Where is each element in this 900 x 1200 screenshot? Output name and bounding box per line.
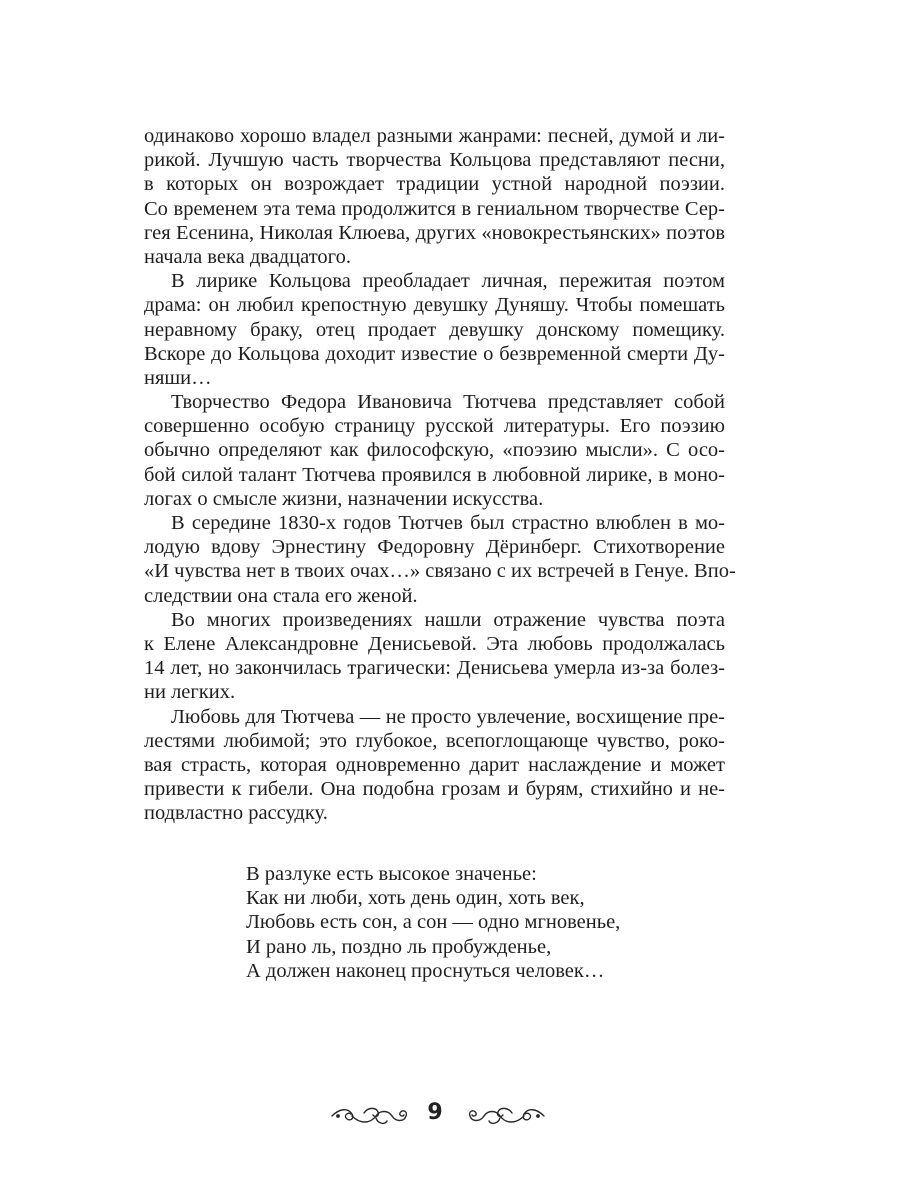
paragraph-5-line: к Елене Александровне Денисьевой. Эта любовь продолжалась [144, 632, 725, 655]
paragraph-2-line: няши… [144, 366, 212, 389]
paragraph-3-line: совершенно особую страницу русской литературы. Его поэзию [144, 415, 725, 438]
paragraph-5-line: 14 лет, но закончилась трагически: Денисьева умерла из-за болез- [144, 657, 725, 680]
paragraph-3-line: бой силой талант Тютчева проявился в любовной лирике, в моно- [144, 463, 725, 486]
poem-line: И рано ль, поздно ль пробужденье, [246, 935, 552, 958]
paragraph-1-line: начала века двадцатого. [144, 245, 351, 268]
paragraph-3-line: обычно определяют как философскую, «поэзию мысли». С осо- [144, 439, 725, 462]
paragraph-4-line: «И чувства нет в твоих очах…» связано с их встречей в Генуе. Впо- [144, 560, 736, 583]
paragraph-3-line: логах о смысле жизни, назначении искусства. [144, 487, 544, 510]
paragraph-6-line: подвластно рассудку. [144, 802, 328, 825]
page-footer [0, 1096, 900, 1140]
paragraph-2-line: драма: он любил крепостную девушку Дуняшу. Чтобы помешать [144, 294, 725, 317]
poem-line: Как ни люби, хоть день один, хоть век, [246, 887, 585, 910]
paragraph-2-line: неравному браку, отец продает девушку донскому помещику. [144, 318, 725, 341]
paragraph-1-line: гея Есенина, Николая Клюева, других «новокрестьянских» поэтов [144, 221, 725, 244]
paragraph-1-line: в которых он возрождает традиции устной народной поэзии. [144, 173, 725, 196]
paragraph-1-line: рикой. Лучшую часть творчества Кольцова представляют песни, [144, 149, 725, 172]
paragraph-6-line: вая страсть, которая одновременно дарит наслаждение и может [144, 753, 725, 776]
paragraph-4-line: лодую вдову Эрнестину Федоровну Дёринберг. Стихотворение [144, 536, 725, 559]
poem-line: Любовь есть сон, а сон — одно мгновенье, [246, 911, 621, 934]
paragraph-2-line: Вскоре до Кольцова доходит известие о безвременной смерти Ду- [144, 342, 725, 365]
page-number: 9 [427, 1100, 443, 1125]
paragraph-6-line: лестями любимой; это глубокое, всепоглощающе чувство, роко- [144, 729, 725, 752]
paragraph-2-line: В лирике Кольцова преобладает личная, пережитая поэтом [171, 270, 725, 293]
paragraph-1-line: одинаково хорошо владел разными жанрами: песней, думой и ли- [144, 125, 725, 147]
paragraph-3-line: Творчество Федора Ивановича Тютчева представляет собой [171, 391, 725, 414]
paragraph-5-line: Во многих произведениях нашли отражение чувства поэта [171, 608, 725, 631]
paragraph-4-line: В середине 1830-х годов Тютчев был страстно влюблен в мо- [171, 512, 725, 534]
paragraph-5-line: ни легких. [144, 681, 236, 704]
paragraph-6-line: привести к гибели. Она подобна грозам и бурям, стихийно и не- [144, 778, 725, 801]
right-flourish-ornament [466, 1102, 546, 1130]
poem-line: А должен наконец проснуться человек… [246, 959, 605, 982]
body-text [144, 124, 736, 825]
paragraph-4-line: следствии она стала его женой. [144, 584, 418, 607]
poem-quote [246, 862, 620, 983]
paragraph-6-line: Любовь для Тютчева — не просто увлечение, восхищение пре- [171, 705, 725, 728]
paragraph-1-line: Со временем эта тема продолжится в гениальном творчестве Сер- [144, 197, 725, 220]
left-flourish-ornament [330, 1102, 410, 1130]
poem-line: В разлуке есть высокое значенье: [246, 863, 537, 885]
